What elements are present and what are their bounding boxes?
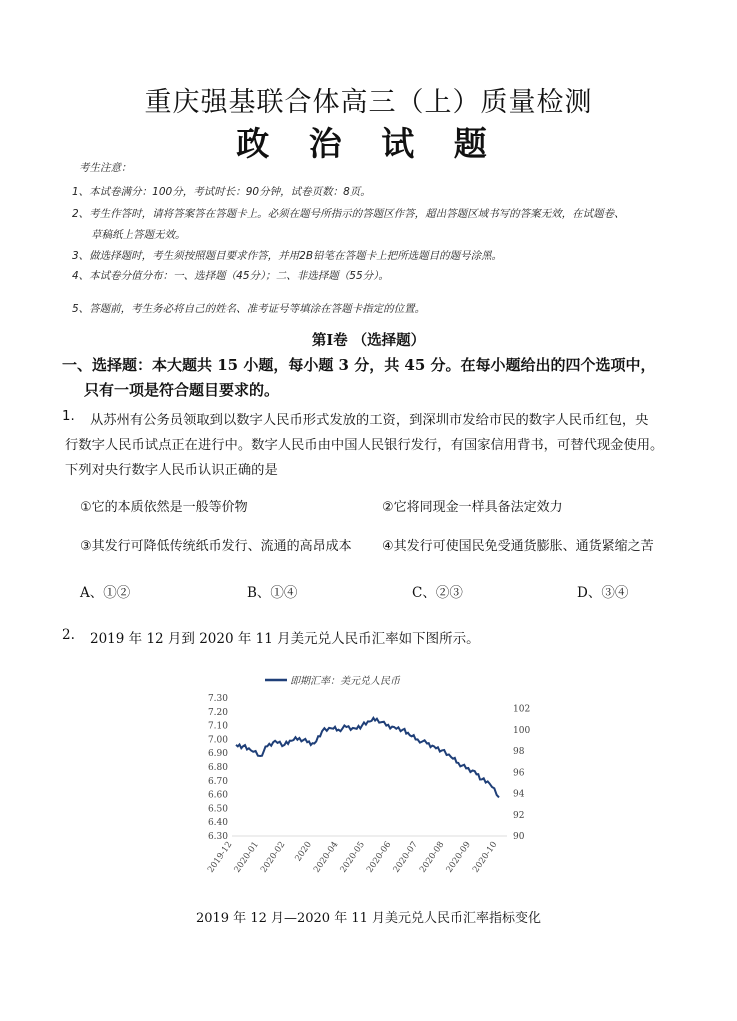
legend-label: 即期汇率：美元兑人民币 — [290, 676, 400, 687]
q1-option-4: ④其发行可使国民免受通货膨胀、通货紧缩之苦 — [382, 539, 654, 554]
rate-series-line — [236, 718, 499, 798]
notice-item-5: 5、答题前，考生务必将自己的姓名、准考证号等填涂在答题卡指定的位置。 — [72, 303, 426, 315]
q1-option-1: ①它的本质依然是一般等价物 — [80, 500, 248, 515]
x-tick-label: 2020 — [293, 839, 314, 864]
y2-tick-label: 98 — [513, 747, 525, 758]
q2-number: 2. — [62, 627, 75, 643]
x-tick-label: 2020-10 — [471, 839, 500, 875]
q1-number: 1. — [62, 409, 75, 424]
notice-item-2-cont: 草稿纸上答题无效。 — [91, 229, 186, 241]
x-tick-label: 2020-08 — [418, 839, 447, 875]
x-tick-label: 2020-07 — [391, 839, 420, 875]
x-tick-label: 2020-09 — [444, 839, 473, 875]
y-tick-label: 7.20 — [207, 707, 228, 718]
x-tick-label: 2019-12 — [206, 839, 235, 875]
y2-tick-label: 96 — [513, 768, 525, 779]
y-tick-label: 6.90 — [207, 749, 228, 760]
q1-choice-d: D、③④ — [577, 585, 629, 601]
x-tick-label: 2020-06 — [365, 839, 394, 875]
y-tick-label: 6.50 — [207, 804, 228, 815]
y-tick-label: 6.60 — [207, 790, 228, 801]
x-tick-label: 2020-02 — [259, 839, 288, 875]
q1-choice-a: A、①② — [80, 585, 131, 601]
y-tick-label: 6.70 — [207, 776, 228, 787]
y-tick-label: 6.40 — [207, 818, 228, 829]
q1-option-3: ③其发行可降低传统纸币发行、流通的高昂成本 — [80, 539, 352, 554]
y2-tick-label: 92 — [513, 810, 525, 821]
y-tick-label: 6.30 — [207, 832, 228, 842]
notice-heading: 考生注意： — [79, 162, 132, 174]
q1-option-2: ②它将同现金一样具备法定效力 — [382, 500, 563, 515]
y2-tick-label: 90 — [513, 832, 525, 842]
q1-stem-line1: 从苏州有公务员领取到以数字人民币形式发放的工资，到深圳市发给市民的数字人民币红包，央 — [90, 413, 649, 428]
notice-item-2: 2、考生作答时，请将答案答在答题卡上。必须在题号所指示的答题区作答，超出答题区域书写的答案无效，在试题卷、 — [72, 208, 625, 220]
y-tick-label: 6.80 — [207, 763, 228, 773]
y-tick-label: 7.10 — [207, 721, 228, 732]
x-tick-label: 2020-04 — [312, 839, 341, 875]
y2-tick-label: 94 — [513, 789, 525, 800]
section-instruction: 一、选择题：本大题共 15 小题，每小题 3 分，共 45 分。在每小题给出的四个选项中， — [62, 356, 656, 374]
q1-choice-c: C、②③ — [412, 585, 463, 601]
y-tick-label: 7.00 — [207, 735, 228, 746]
x-tick-label: 2020-05 — [338, 839, 367, 875]
notice-item-4: 4、本试卷分值分布：一、选择题（45分）；二、非选择题（55分）。 — [72, 270, 389, 282]
section-title: 第Ⅰ卷 （选择题） — [311, 332, 426, 349]
q2-stem: 2019 年 12 月到 2020 年 11 月美元兑人民币汇率如下图所示。 — [90, 631, 480, 647]
y2-tick-label: 100 — [513, 725, 531, 736]
q1-stem-line3: 下列对央行数字人民币认识正确的是 — [65, 463, 278, 478]
q1-stem-line2: 行数字人民币试点正在进行中。数字人民币由中国人民银行发行，有国家信用背书，可替代现金使用。 — [65, 438, 664, 453]
notice-item-1: 1、本试卷满分：100分，考试时长：90分钟，试卷页数：8页。 — [72, 186, 371, 198]
chart-caption: 2019 年 12 月—2020 年 11 月美元兑人民币汇率指标变化 — [195, 911, 542, 926]
y2-tick-label: 102 — [513, 704, 531, 715]
q1-choice-b: B、①④ — [247, 585, 298, 601]
x-tick-label: 2020-01 — [232, 839, 261, 875]
section-instruction-cont: 只有一项是符合题目要求的。 — [84, 381, 280, 399]
notice-item-3: 3、做选择题时，考生须按照题目要求作答，并用2B铅笔在答题卡上把所选题目的题号涂黑。 — [72, 250, 503, 262]
exam-subtitle: 政 治 试 题 — [236, 124, 501, 163]
exam-title: 重庆强基联合体高三（上）质量检测 — [144, 87, 593, 118]
exchange-rate-chart — [0, 660, 737, 900]
y-tick-label: 7.30 — [207, 694, 228, 704]
